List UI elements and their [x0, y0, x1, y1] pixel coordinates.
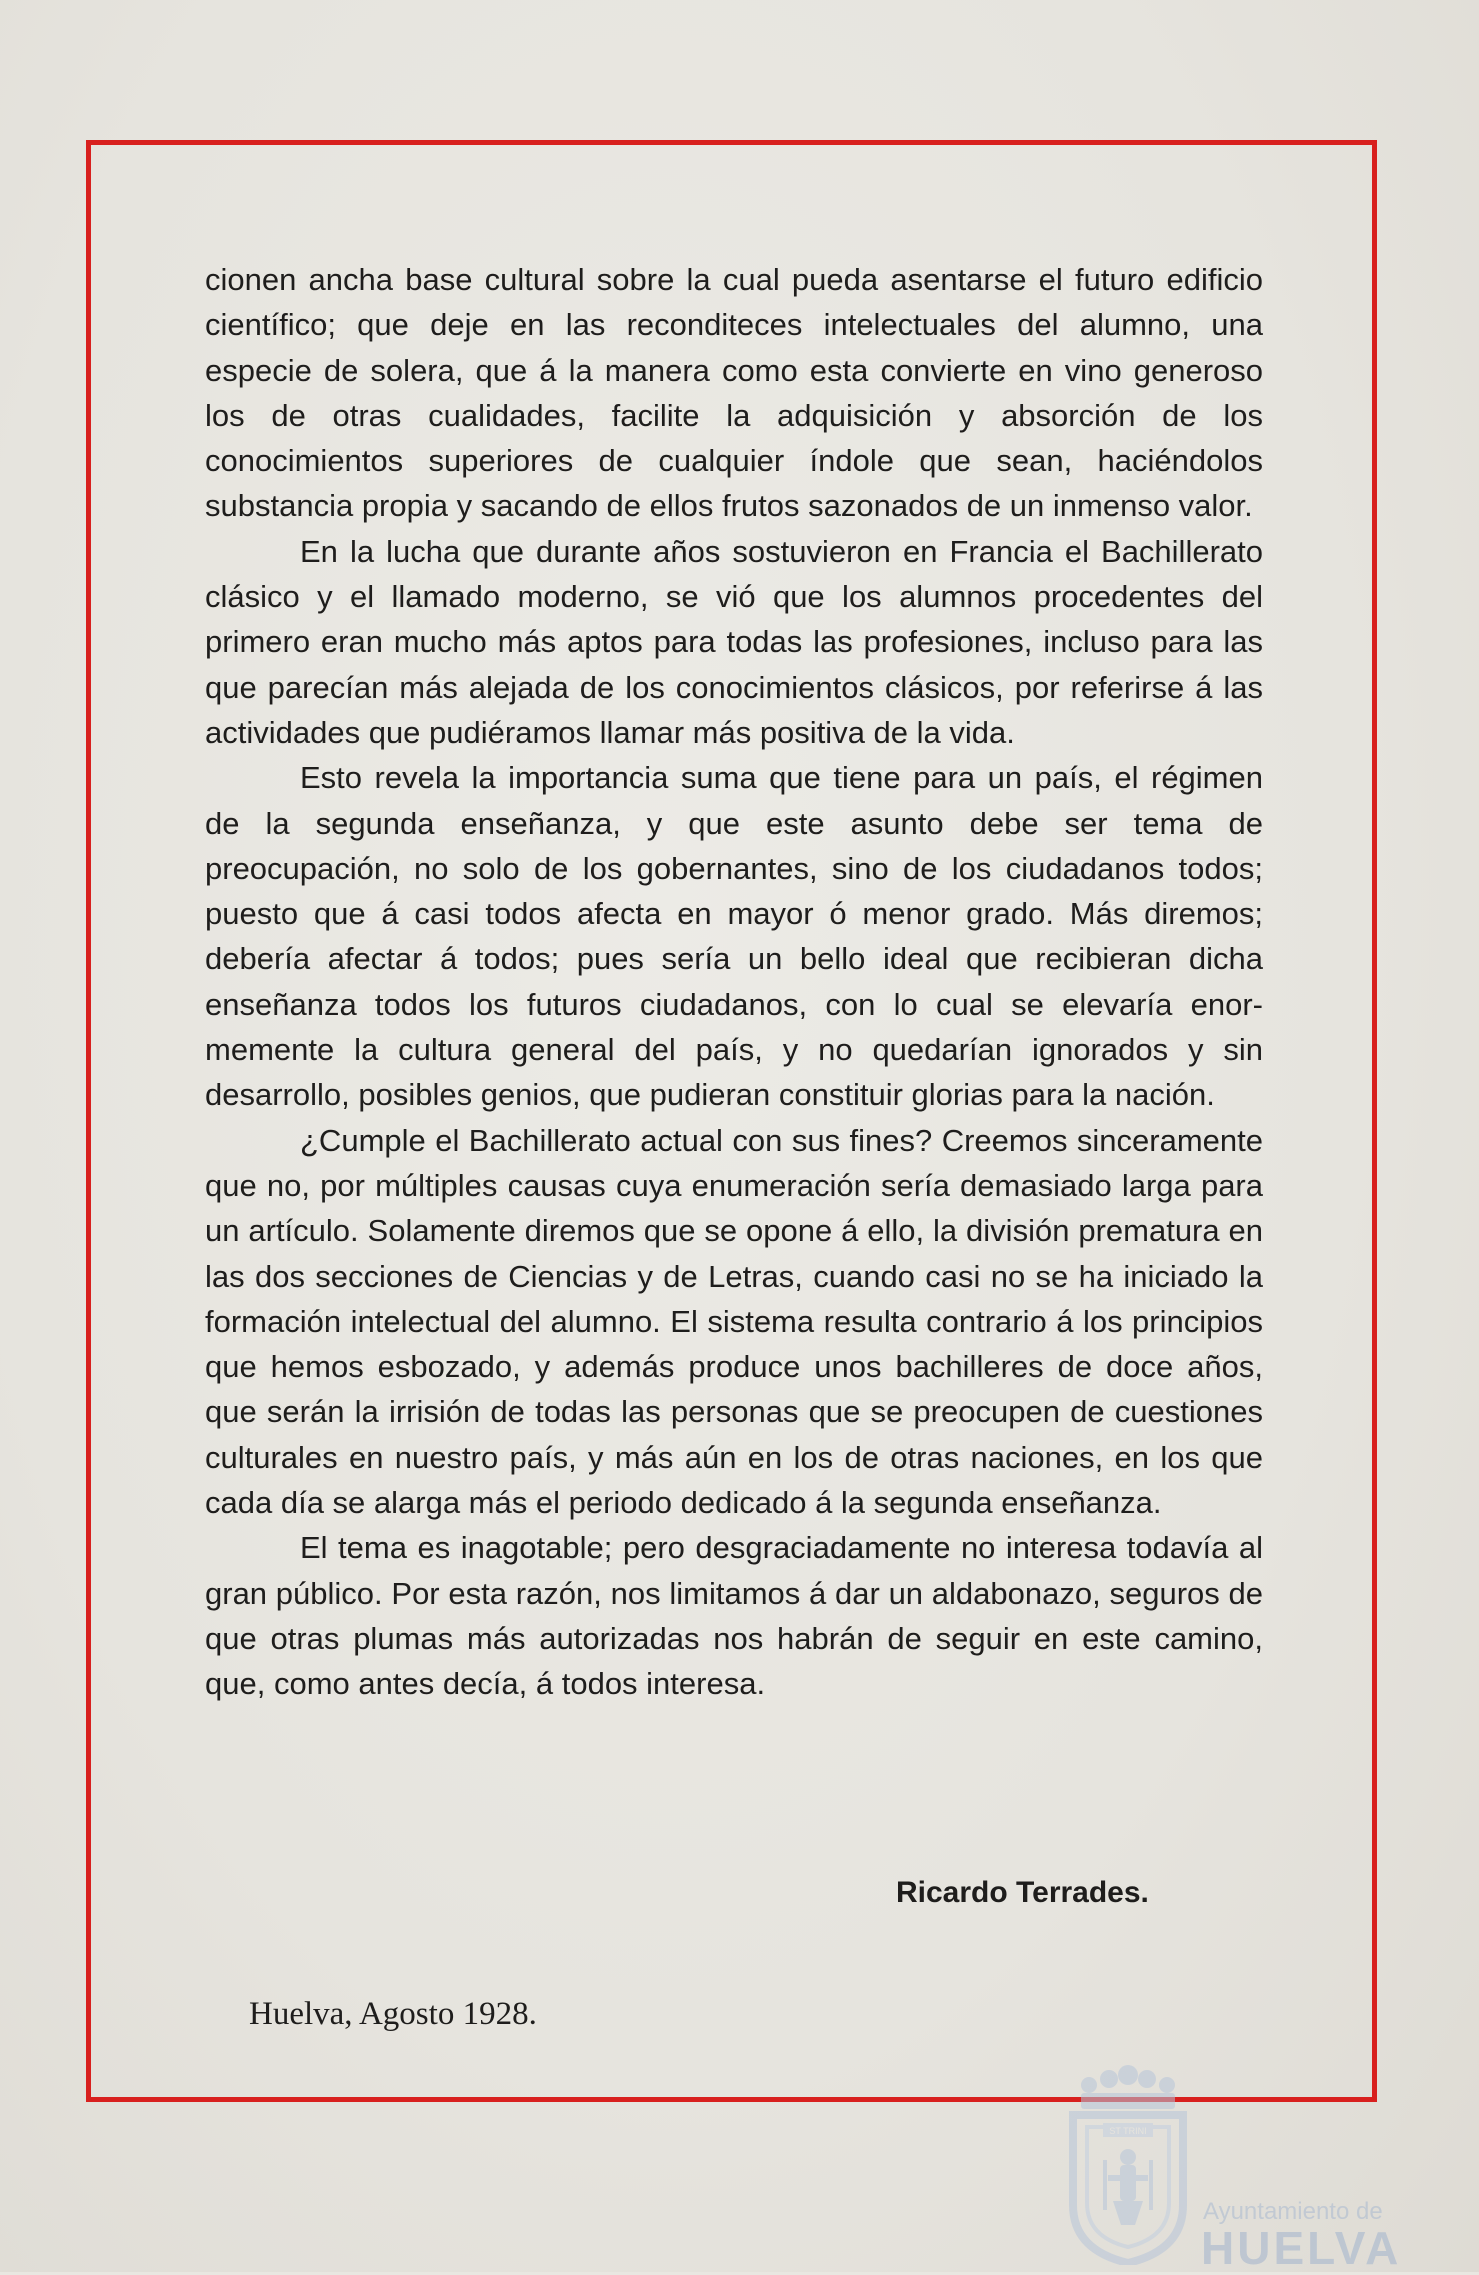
watermark-line-1: Ayuntamiento de: [1203, 2198, 1383, 2225]
coat-of-arms-icon: [1063, 2065, 1193, 2265]
watermark-line-2: HUELVA: [1201, 2222, 1402, 2274]
paragraph-2: En la lucha que durante años sostuvieron en Francia el Bachillerato clásico y el llamado moderno, se vió que los alumnos procedentes del primero eran mucho más aptos para todas las profesiones, incluso para las que parecían más alejada de los conocimientos clásicos, por referirse á las actividades que pudiéramos llamar más positiva de la vida.: [205, 533, 1263, 750]
ayuntamiento-watermark: [1063, 2065, 1423, 2274]
article-body: [205, 257, 1263, 1707]
paragraph-4: ¿Cumple el Bachillerato actual con sus fines? Creemos sinceramente que no, por múltiples causas cuya enumeración sería demasiado larga para un artículo. Solamente diremos que se opone á ello, la división prematura en las dos secciones de Ciencias y de Letras, cuando casi no se ha iniciado la formación intelectual del alumno. El sistema resulta contrario á los principios que hemos esbozado, y además produce unos bachilleres de doce años, que serán la irrisión de todas las personas que se preocupen de cuestiones culturales en nuestro país, y más aún en los de otras naciones, en los que cada día se alarga más el periodo dedicado á la segunda enseñanza.: [205, 1122, 1263, 1521]
paragraph-3: Esto revela la importancia suma que tiene para un país, el régimen de la segunda enseñanza, y que este asunto debe ser tema de preocupación, no solo de los gobernantes, sino de los ciudadanos todos; puesto que á casi todos afecta en mayor ó menor grado. Más diremos; debería afectar á todos; pues sería un bello ideal que recibieran dicha enseñanza todos los futuros ciudadanos, con lo cual se elevaría enormemente la cultura general del país, y no quedarían ignorados y sin desarrollo, posibles genios, que pudieran constituir glorias para la nación.: [205, 760, 1263, 1113]
author-signature: Ricardo Terrades.: [896, 1876, 1149, 1909]
paragraph-1: cionen ancha base cultural sobre la cual pueda asentarse el futuro edificio científico; que deje en las reconditeces intelectuales del alumno, una especie de solera, que á la manera como esta convierte en vino generoso los de otras cualidades, facilite la adquisición y absorción de los conocimientos superiores de cualquier índole que sean, haciéndolos substancia propia y sacando de ellos frutos sazonados de un inmenso valor.: [205, 262, 1263, 524]
paragraph-5: El tema es inagotable; pero desgraciadamente no interesa todavía al gran público. Por esta razón, nos limitamos á dar un aldabonazo, seguros de que otras plumas más autorizadas nos habrán de seguir en este camino, que, como antes decía, á todos interesa.: [205, 1530, 1263, 1702]
svg-text:ST TRINI: ST TRINI: [1109, 2126, 1147, 2136]
dateline: Huelva, Agosto 1928.: [249, 1996, 537, 2032]
